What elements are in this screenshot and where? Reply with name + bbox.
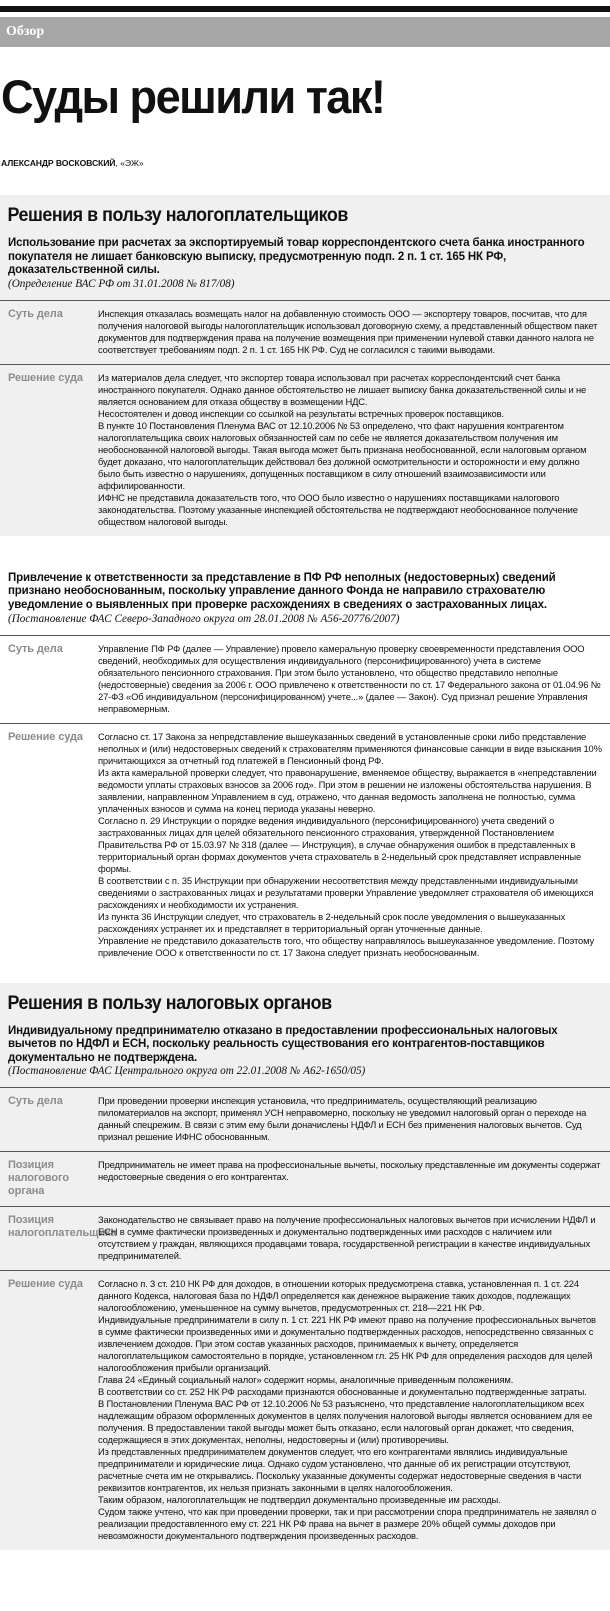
row-paragraph: Инспекция отказалась возмещать налог на добавленную стоимость ООО — экспортеру товаров, посчитав, что для получения налоговой выгоды налогоплательщик использовал договорную схему, а представленный обществом пакет документов для подтверждения права на получение возмещения при применении нулевой ставки данного налога не соответствует требованиям подп. 2 п. 1 ст. 165 НК РФ. Суд не согласился с такими выводами. xyxy=(98,307,598,355)
section-1 xyxy=(0,195,610,967)
case-reference: (Постановление ФАС Северо-Западного округа от 28.01.2008 № А56-20776/2007) xyxy=(8,612,400,625)
case-block xyxy=(0,231,610,536)
row-label: Позиция налогового органа xyxy=(8,1159,69,1198)
rubric-bar: Обзор xyxy=(0,17,610,47)
row-paragraph: Предприниматель не имеет права на профессиональные вычеты, поскольку представленные им документы содержат недостоверные сведения о его контрагентах. xyxy=(98,1159,601,1183)
section-title: Решения в пользу налогоплательщиков xyxy=(7,205,348,226)
case-row xyxy=(0,300,610,364)
case-title: Привлечение к ответственности за представление в ПФ РФ неполных (недостоверных) сведений признано необоснованным, поскольку управление данного Фонда не направило страхователю уведомление о выявленных при проверке расхождениях в сведениях о застрахованных лицах. xyxy=(8,571,556,611)
row-paragraph: Согласно п. 3 ст. 210 НК РФ для доходов, в отношении которых предусмотрена ставка, установленная п. 1 ст. 224 данного Кодекса, налоговая база по НДФЛ определяется как денежное выражение таких доходов, подлежащих налогообложению, уменьшенное на сумму вычетов, предусмотренных ст. 218—221 НК РФ. xyxy=(98,1278,579,1314)
row-paragraph: В соответствии с п. 35 Инструкции при обнаружении несоответствия между представленными индивидуальными сведениями о застрахованных лицах и результатами проверки Управление уведомляет страхователя об имеющихся расхождениях и необходимости их устранения. xyxy=(98,874,594,910)
row-paragraph: Индивидуальные предприниматели в силу п. 1 ст. 221 НК РФ имеют право на получение профессиональных вычетов в сумме фактически произведенных ими и документально подтвержденных расходов, непосредственно связанных с извлечением доходов. При этом состав указанных расходов, принимаемых к вычету, определяется налогоплательщиком самостоятельно в порядке, установленном гл. 25 НК РФ для определения расходов для целей налогообложения прибыли организаций. xyxy=(98,1314,596,1374)
sections-container xyxy=(0,195,610,1550)
row-paragraph: Согласно ст. 17 Закона за непредставление вышеуказанных сведений в установленные сроки либо представление неполных и (или) недостоверных сведений к страхователям применяются финансовые санкции в виде взыскания 10% причитающихся за отчетный год платежей в Пенсионный фонд РФ. xyxy=(98,730,602,766)
row-text xyxy=(98,1095,602,1143)
row-paragraph: Из пункта 36 Инструкции следует, что страхователь в 2-недельный срок после уведомления о вышеуказанных расхождениях устраняет их и представляет в территориальный орган уточненные данные. xyxy=(98,910,566,934)
row-label: Суть дела xyxy=(8,642,63,655)
byline-source: , «ЭЖ» xyxy=(115,158,144,168)
case-row xyxy=(0,1206,610,1270)
top-rule xyxy=(0,6,610,12)
row-label: Суть дела xyxy=(8,307,63,320)
row-label: Суть дела xyxy=(8,1095,63,1108)
row-paragraph: В Постановлении Пленума ВАС РФ от 12.10.2006 № 53 разъяснено, что представление налогоплательщиком всех надлежащим образом оформленных документов в целях получения налоговой выгоды является основанием для ее получения. В предоставлении такой выгоды может быть отказано, если налоговый орган докажет, что сведения, содержащиеся в этих документах, неполны, недостоверны и (или) противоречивы. xyxy=(98,1398,593,1446)
row-paragraph: ИФНС не представила доказательств того, что ООО было известно о нарушениях поставщиками налогового законодательства. Поэтому указанные инспекцией обстоятельства не подтверждают необоснованное получение обществом налоговой выгоды. xyxy=(98,491,578,527)
case-title: Индивидуальному предпринимателю отказано в предоставлении профессиональных налоговых вычетов по НДФЛ и ЕСН, поскольку реальность существования его контрагентов-поставщиков документально не подтверждена. xyxy=(8,1024,558,1064)
case-reference: (Постановление ФАС Центрального округа от 22.01.2008 № А62-1650/05) xyxy=(8,1065,366,1078)
case-block xyxy=(0,536,610,967)
byline-author: АЛЕКСАНДР ВОСКОВСКИЙ xyxy=(1,158,116,168)
row-label: Решение суда xyxy=(8,1278,83,1291)
row-text xyxy=(98,1159,602,1198)
row-text xyxy=(98,643,602,715)
row-text xyxy=(98,1214,602,1262)
row-paragraph: Из акта камеральной проверки следует, что правонарушение, вменяемое обществу, выражается в «непредставлении ведомости уплаты страховых взносов за 2006 год». При этом в решении не изложены обстоятельства нарушения. В заявлении, направленном Управлением в суд, отражено, что данная ведомость заполнена не полностью, сумма уплаченных взносов и сумма на конец периода указаны неверно. xyxy=(98,766,597,814)
row-paragraph: Из материалов дела следует, что экспортер товара использовал при расчетах корреспондентский счет банка иностранного покупателя. Однако данное обстоятельство не лишает выписку банка доказательственной силы и не является основанием для отказа обществу в возмещении НДС. xyxy=(98,371,587,407)
section-title: Решения в пользу налоговых органов xyxy=(7,992,332,1014)
byline xyxy=(0,158,610,168)
case-reference: (Определение ВАС РФ от 31.01.2008 № 817/08) xyxy=(8,277,235,290)
row-text xyxy=(98,731,602,959)
section-2 xyxy=(0,983,610,1551)
row-paragraph: Судом также учтено, что как при проведении проверки, так и при рассмотрении спора предприниматель не заявлял о реализации предоставленного ему ст. 221 НК РФ права на вычет в размере 20% общей суммы доходов при невозможности документального подтверждения произведенных расходов. xyxy=(98,1506,597,1542)
row-text xyxy=(98,1278,602,1542)
row-paragraph: В пункте 10 Постановления Пленума ВАС от 12.10.2006 № 53 определено, что факт нарушения контрагентом налогоплательщика своих налоговых обязанностей сам по себе не является доказательством получения им необоснованной налоговой выгоды. Такая выгода может быть признана необоснованной, если налоговым органом будет доказано, что налогоплательщик действовал без должной осмотрительности и осторожности и ему должно было быть известно о нарушениях, допущенных поставщиком в силу отношений взаимозависимости или аффилированности. xyxy=(98,419,587,491)
case-row xyxy=(0,364,610,536)
row-label: Решение суда xyxy=(8,371,83,384)
section-gap xyxy=(0,967,610,983)
row-paragraph: Несостоятелен и довод инспекции со ссылкой на результаты встречных проверок поставщиков. xyxy=(98,407,504,419)
headline: Суды решили так! xyxy=(0,70,385,123)
row-label: Решение суда xyxy=(8,730,83,743)
row-text xyxy=(98,372,602,528)
case-row xyxy=(0,1087,610,1151)
row-paragraph: Глава 24 «Единый социальный налог» содержит нормы, аналогичные приведенным положениям. xyxy=(98,1374,514,1386)
row-paragraph: Управление не представило доказательств того, что обществу направлялось вышеуказанное уведомление. Поэтому привлечение ООО к ответственности по ст. 17 Закона следует признать необоснованным. xyxy=(98,934,595,958)
case-row xyxy=(0,1151,610,1206)
case-row xyxy=(0,723,610,967)
row-text xyxy=(98,308,602,356)
row-paragraph: Согласно п. 29 Инструкции о порядке ведения индивидуального (персонифицированного) учета сведений о застрахованных лицах для целей обязательного пенсионного страхования, утвержденной Постановлением Правительства РФ от 15.03.97 № 318 (далее — Инструкция), в случае обнаружения ошибок в представленных в территориальный орган формах документов учета страхователь в 2-недельный срок представляет исправленные формы. xyxy=(98,814,582,874)
row-paragraph: Таким образом, налогоплательщик не подтвердил документально произведенные им расходы. xyxy=(98,1494,501,1506)
row-paragraph: В соответствии со ст. 252 НК РФ расходами признаются обоснованные и документально подтвержденные затраты. xyxy=(98,1386,587,1398)
row-label: Позиция налогоплательщика xyxy=(8,1214,117,1240)
row-paragraph: Из представленных предпринимателем документов следует, что его контрагентами являлись индивидуальные предприниматели и юридические лица. Однако судом установлено, что данные об их регистрации отсутствуют, расчетные счета им не открывались. Поскольку указанные документы содержат недостоверные сведения в части реквизитов контрагентов, их нельзя признать законными в целях налогообложения. xyxy=(98,1446,582,1494)
case-block xyxy=(0,1019,610,1551)
row-paragraph: Управление ПФ РФ (далее — Управление) провело камеральную проверку своевременности представления ООО сведений, необходимых для осуществления индивидуального (персонифицированного) учета в системе обязательного пенсионного страхования. При этом было установлено, что общество представило неполные (недостоверные) сведения за 2006 г. ООО привлечено к ответственности по ст. 17 Федерального закона от 01.04.96 № 27-ФЗ «Об индивидуальном (персонифицированном) учете...» (далее — Закон). Суд признал решение Управления неправомерным. xyxy=(98,642,601,714)
case-title: Использование при расчетах за экспортируемый товар корреспондентского счета банка иностранного покупателя не лишает банковскую выписку, предусмотренную подп. 2 п. 1 ст. 165 НК РФ, доказательственной силы. xyxy=(8,237,585,277)
row-paragraph: Законодательство не связывает право на получение профессиональных налоговых вычетов при исчислении НДФЛ и ЕСН в сумме фактически произведенных и документально подтвержденных ими расходов с наличием или отсутствием у граждан, являющихся продавцами товара, государственной регистрации в качестве индивидуальных предпринимателей. xyxy=(98,1214,596,1262)
case-row xyxy=(0,1270,610,1550)
row-paragraph: При проведении проверки инспекция установила, что предприниматель, осуществляющий реализацию пиломатериалов на экспорт, применял УСН неправомерно, поскольку не уведомил налоговый орган о переходе на данный спецрежим. В связи с этим ему были доначислены НДФЛ и ЕСН без применения налоговых вычетов. Суд признал решение ИФНС обоснованным. xyxy=(98,1095,587,1143)
case-row xyxy=(0,635,610,723)
